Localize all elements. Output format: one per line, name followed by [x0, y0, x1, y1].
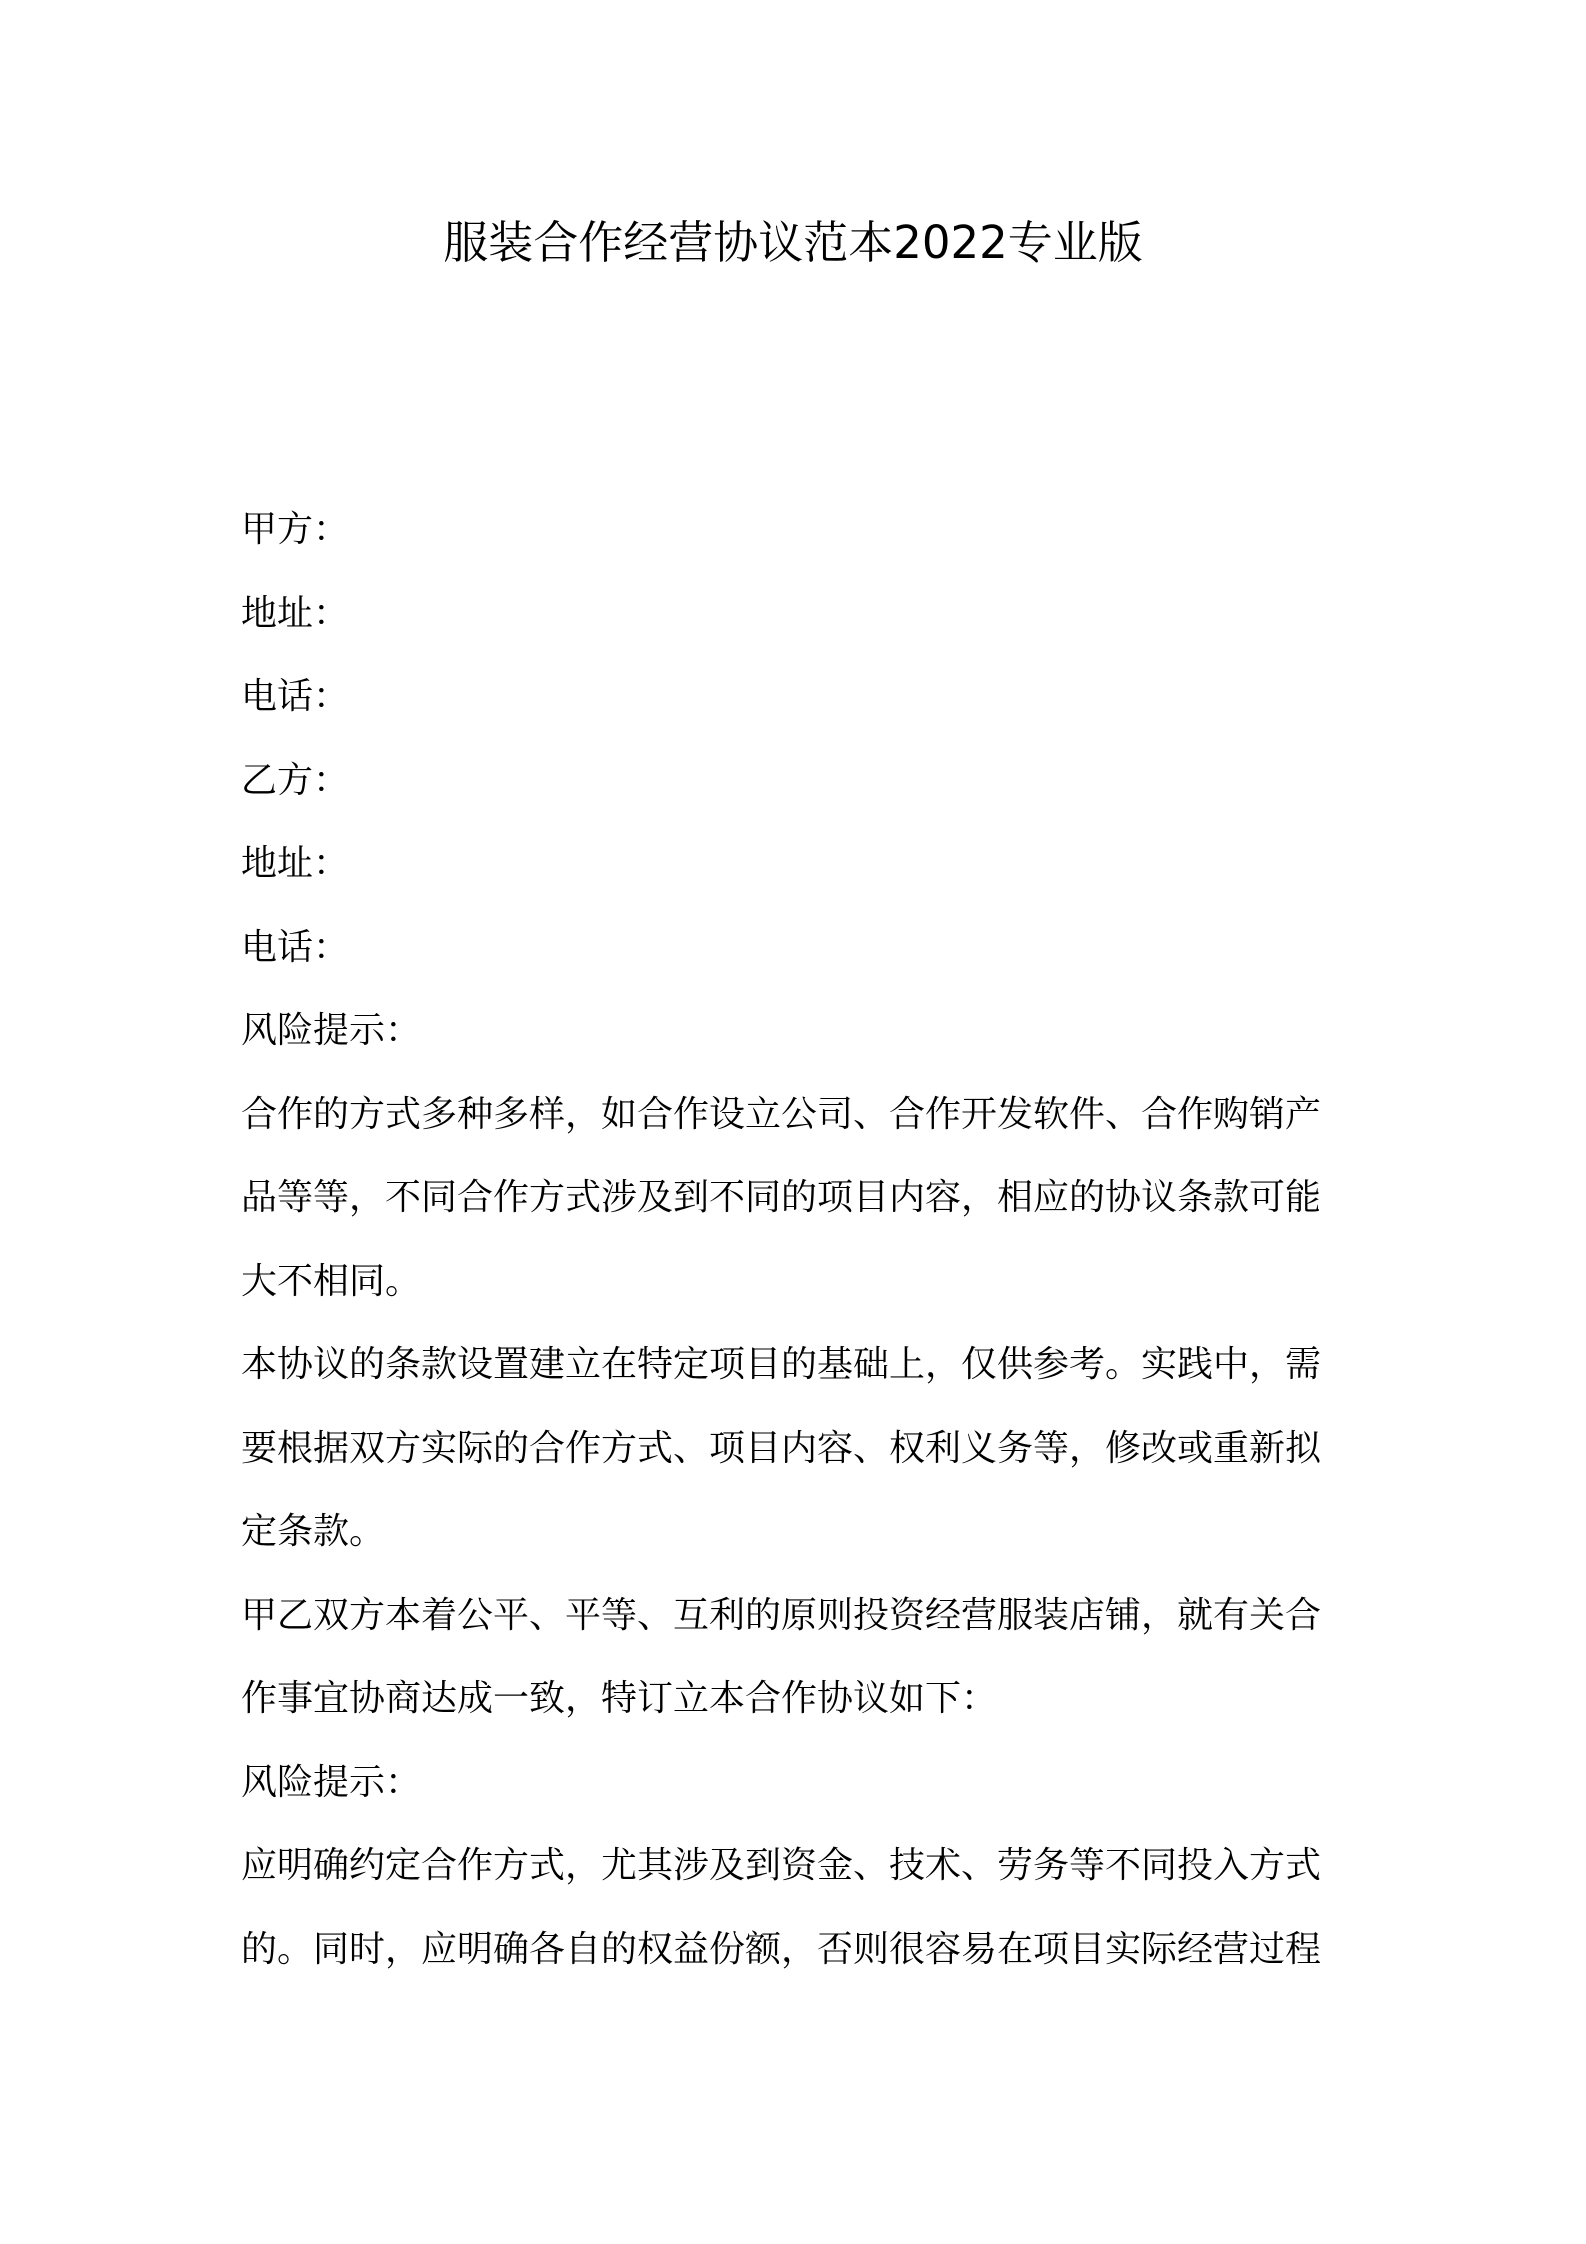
risk-notice-heading: 风险提示：	[241, 1010, 422, 1051]
document-title: 服装合作经营协议范本2022专业版	[443, 216, 1143, 269]
risk-notice-heading: 风险提示：	[241, 1761, 422, 1803]
party-b-label: 乙方：	[241, 759, 350, 801]
paragraph-line: 大不相同。	[241, 1260, 422, 1302]
paragraph-line: 要根据双方实际的合作方式、项目内容、权利义务等，修改或重新拟	[241, 1427, 1322, 1469]
paragraph-line: 品等等，不同合作方式涉及到不同的项目内容，相应的协议条款可能	[241, 1177, 1322, 1218]
paragraph-line: 作事宜协商达成一致，特订立本合作协议如下：	[241, 1678, 998, 1719]
paragraph-line: 甲乙双方本着公平、平等、互利的原则投资经营服装店铺，就有关合	[241, 1594, 1322, 1636]
paragraph-line: 的。同时，应明确各自的权益份额，否则很容易在项目实际经营过程	[241, 1928, 1322, 1970]
document-body	[241, 488, 1361, 1991]
party-a-address-label: 地址：	[241, 592, 350, 634]
paragraph-line: 本协议的条款设置建立在特定项目的基础上，仅供参考。实践中，需	[241, 1344, 1322, 1385]
party-b-address-label: 地址：	[241, 843, 350, 884]
paragraph-line: 应明确约定合作方式，尤其涉及到资金、技术、劳务等不同投入方式	[241, 1845, 1322, 1886]
party-b-phone-label: 电话：	[241, 926, 350, 968]
paragraph-line: 定条款。	[241, 1511, 386, 1552]
paragraph-line: 合作的方式多种多样，如合作设立公司、合作开发软件、合作购销产	[241, 1093, 1322, 1135]
party-a-phone-label: 电话：	[241, 676, 350, 717]
party-a-label: 甲方：	[241, 509, 350, 550]
